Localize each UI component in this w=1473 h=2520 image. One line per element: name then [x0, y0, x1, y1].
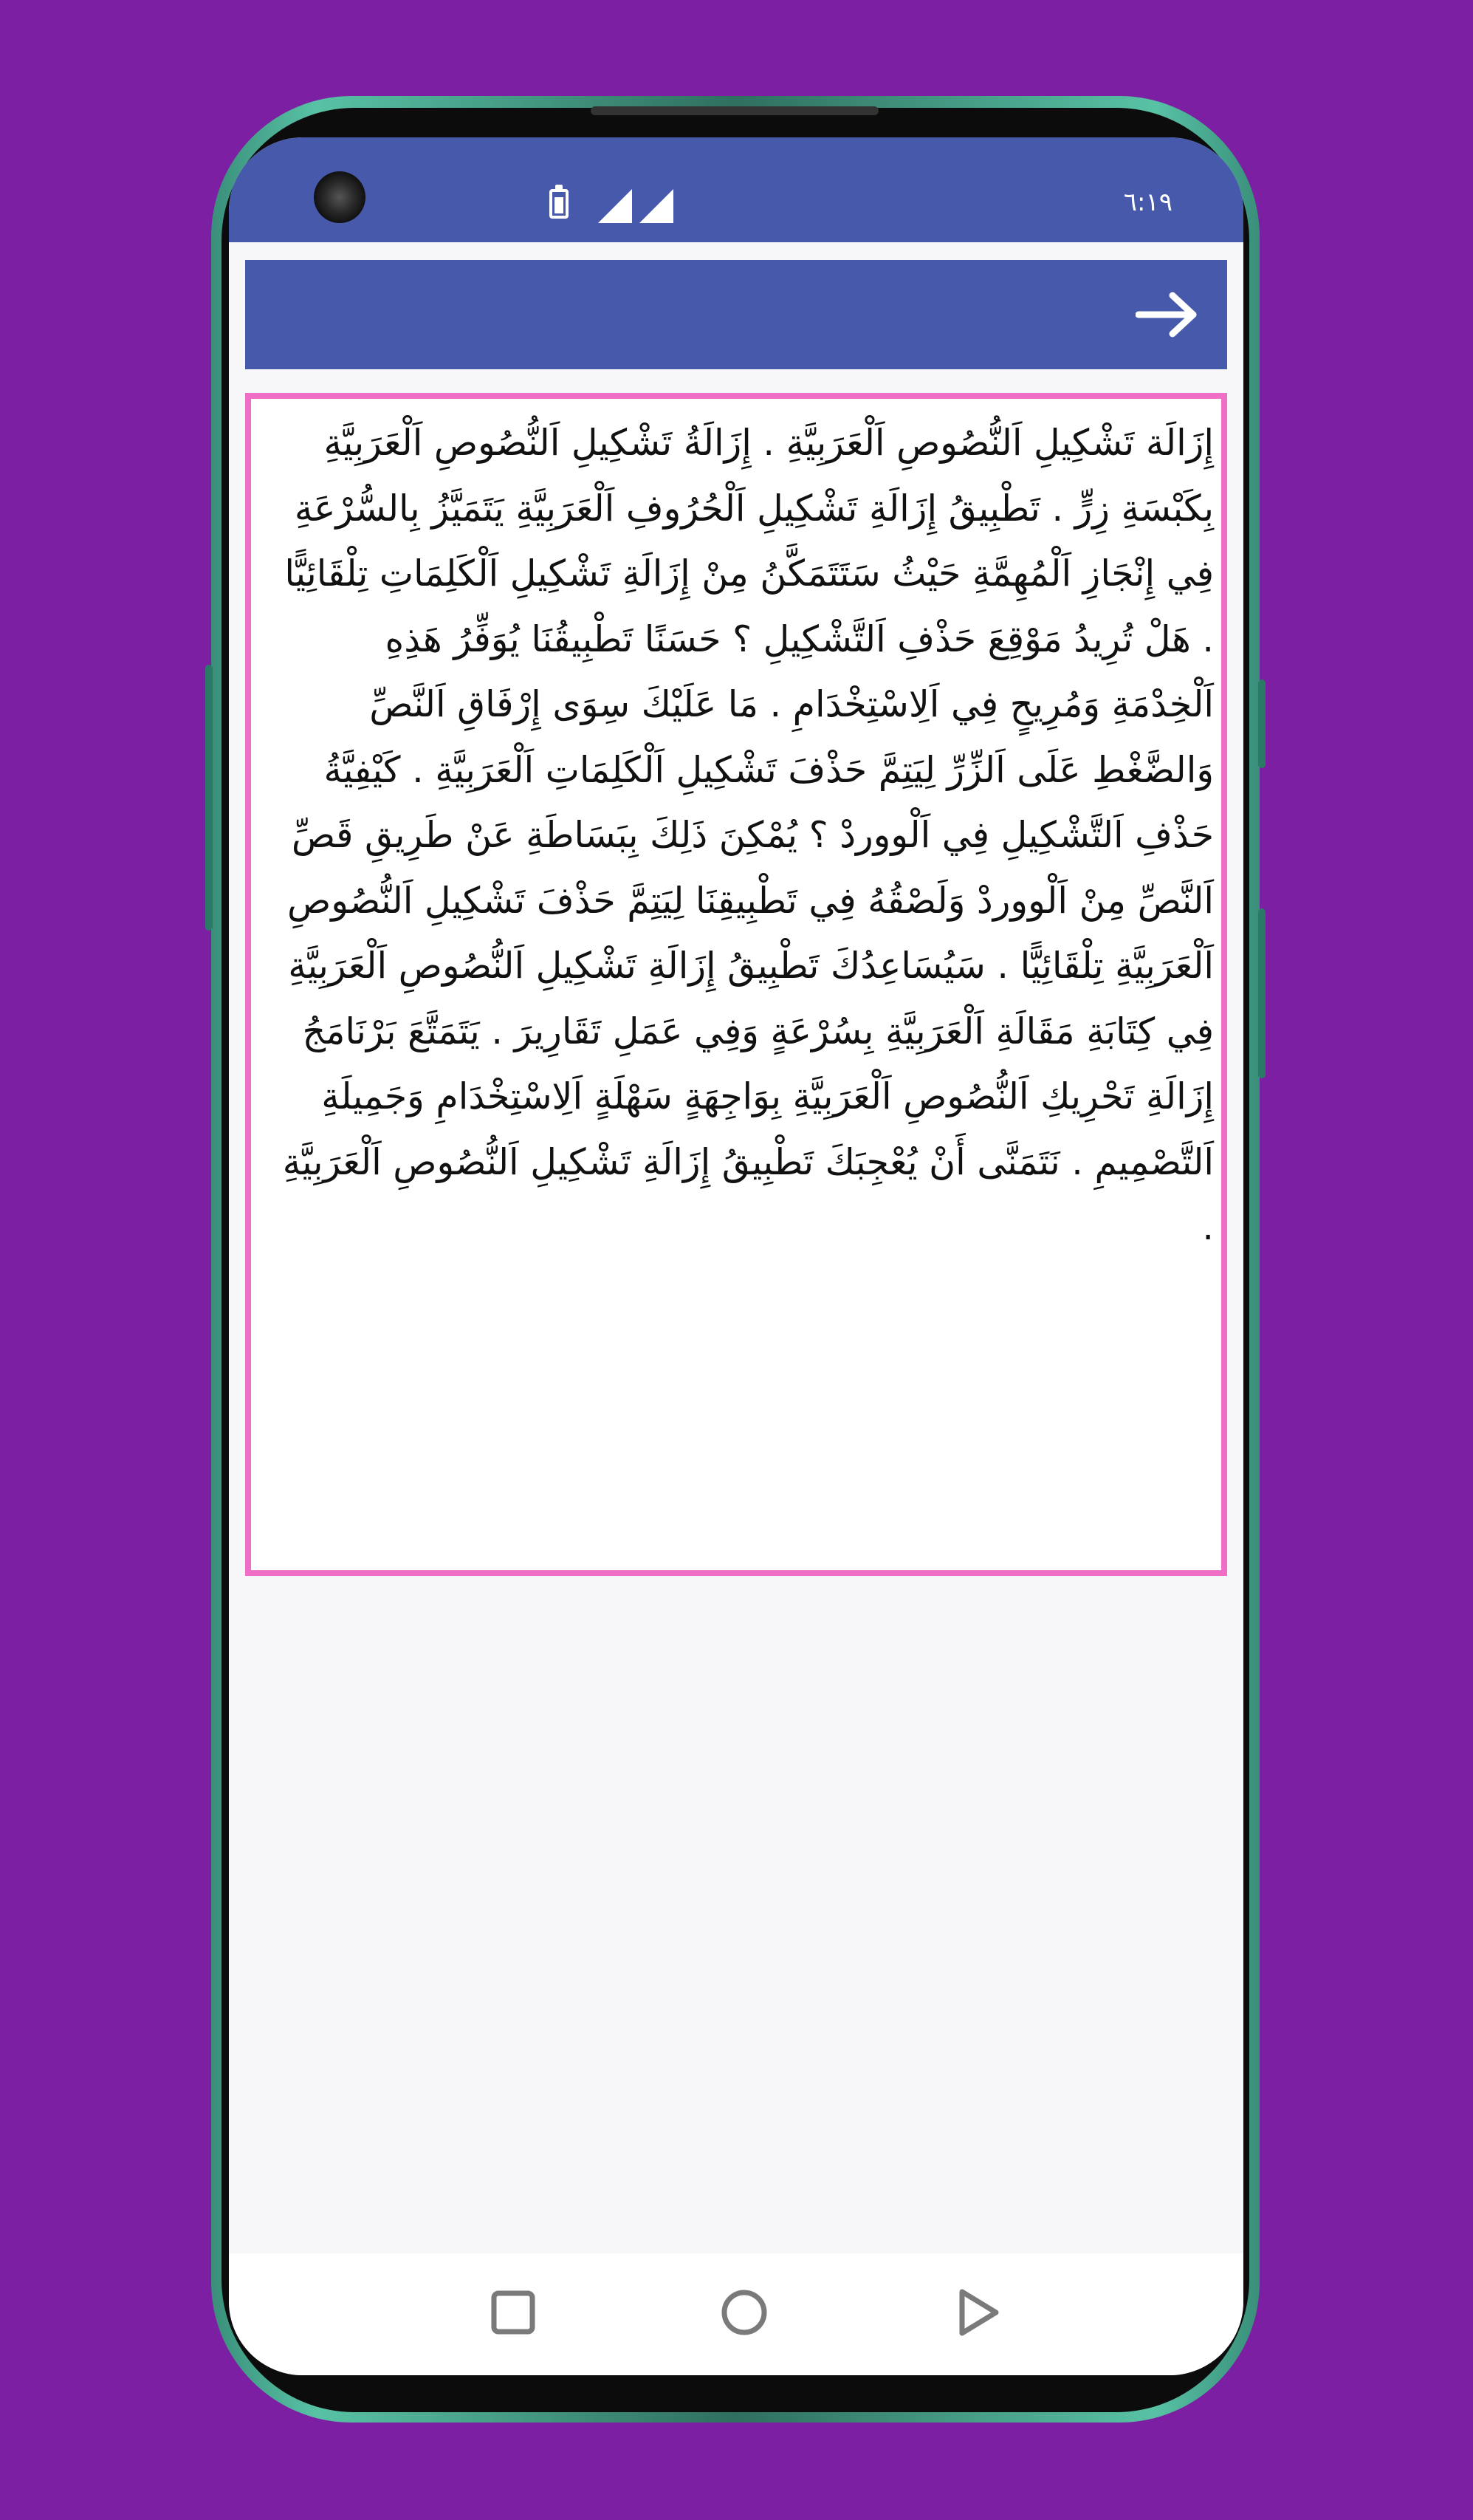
signal-icon	[639, 189, 673, 223]
status-time: ٦:١٩	[1123, 188, 1172, 217]
status-bar	[229, 137, 1243, 242]
phone-screen	[229, 137, 1243, 2375]
text-content-box[interactable]	[245, 393, 1227, 1576]
power-button	[1258, 679, 1266, 768]
square-recents-icon-graphic	[484, 2283, 543, 2342]
volume-button	[205, 665, 213, 931]
navigation-bar	[229, 2253, 1243, 2375]
square-recents-icon[interactable]	[484, 2283, 543, 2342]
circle-home-icon[interactable]	[715, 2283, 774, 2342]
arabic-text-body: إِزَالَة تَشْكِيلِ اَلنُّصُوصِ اَلْعَرَبِيَّةِ . إِزَالَةُ تَشْكِيلِ اَلنُّصُوصِ اَلْعَرَبِيَّةِ بِكَبْسَةِ زِرٍّ . تَطْبِيقُ إِزَالَةِ تَشْكِيلِ اَلْحُرُوفِ اَلْعَرَبِيَّةِ يَتَمَيَّزُ بِالسُّرْعَةِ فِي إِنْجَازِ اَلْمُهِمَّةِ حَيْثُ سَتَتَمَكَّنُ مِنْ إِزَالَةِ تَشْكِيلِ اَلْكَلِمَاتِ تِلْقَائِيًّا . هَلْ تُرِيدُ مَوْقِعَ حَذْفِ اَلتَّشْكِيلِ ؟ حَسَنًا تَطْبِيقُنَا يُوَفِّرُ هَذِهِ اَلْخِدْمَةِ وَمُرِيحٍ فِي اَلِاسْتِخْدَامِ . مَا عَلَيْكَ سِوَى إِرْفَاقِ اَلنَّصِّ وَالضَّغْطِ عَلَى اَلزِّرِّ لِيَتِمَّ حَذْفَ تَشْكِيلِ اَلْكَلِمَاتِ اَلْعَرَبِيَّةِ . كَيْفِيَّةُ حَذْفِ اَلتَّشْكِيلِ فِي اَلْووردْ ؟ يُمْكِنَ ذَلِكَ بِبَسَاطَةِ عَنْ طَرِيقِ قَصِّ اَلنَّصِّ مِنْ اَلْووردْ وَلَصْقُهُ فِي تَطْبِيقِنَا لِيَتِمَّ حَذْفَ تَشْكِيلِ اَلنُّصُوصِ اَلْعَرَبِيَّةِ تِلْقَائِيًّا . سَيُسَاعِدُكَ تَطْبِيقُ إِزَالَةِ تَشْكِيلِ اَلنُّصُوصِ اَلْعَرَبِيَّةِ فِي كِتَابَةِ مَقَالَةِ اَلْعَرَبِيَّةِ بِسُرْعَةٍ وَفِي عَمَلِ تَقَارِيرَ . يَتَمَتَّعَ بَرْنَامَجُ إِزَالَةِ تَحْرِيكِ اَلنُّصُوصِ اَلْعَرَبِيَّةِ بِوَاجِهَةٍ سَهْلَةٍ اَلِاسْتِخْدَامِ وَجَمِيلَةِ اَلتَّصْمِيمِ . نَتَمَنَّى أَنْ يُعْجِبَكَ تَطْبِيقُ إِزَالَةِ تَشْكِيلِ اَلنُّصُوصِ اَلْعَرَبِيَّةِ .	[282, 422, 1214, 1248]
arrow-right-icon-graphic	[1136, 291, 1199, 338]
circle-home-icon-graphic	[715, 2283, 774, 2342]
speaker-grill	[591, 106, 879, 115]
side-button	[1258, 908, 1266, 1078]
signal-icon	[598, 189, 632, 223]
front-camera-icon	[314, 171, 365, 223]
arrow-right-icon[interactable]	[1136, 291, 1199, 338]
triangle-back-icon-graphic	[947, 2283, 1006, 2342]
app-toolbar	[245, 260, 1227, 369]
triangle-back-icon[interactable]	[947, 2283, 1006, 2342]
battery-icon	[549, 189, 569, 219]
